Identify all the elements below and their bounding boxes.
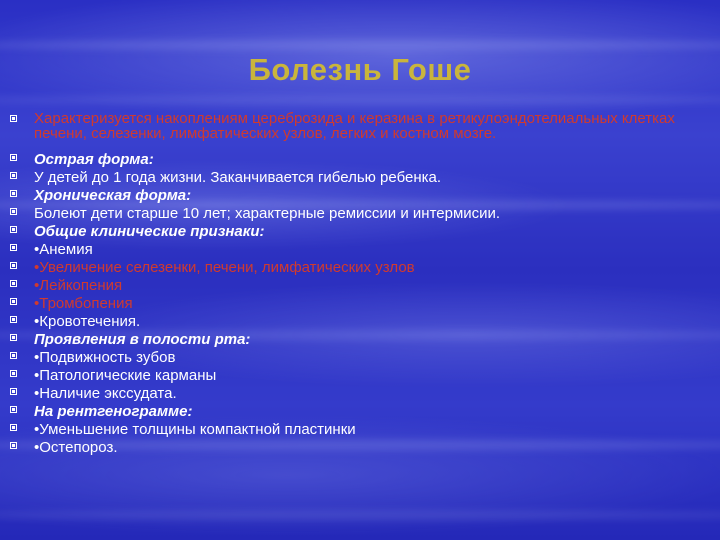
list-item-text: •Наличие экссудата. (34, 385, 177, 402)
list-item-text: На рентгенограмме: (34, 403, 193, 420)
list-item-text: Болеют дети старше 10 лет; характерные ремиссии и интермисии. (34, 205, 501, 222)
list-item-text: •Уменьшение толщины компактной пластинки (34, 421, 356, 438)
list-item (10, 169, 710, 187)
list-item-text: •Патологические карманы (34, 367, 217, 384)
list-item (10, 313, 710, 331)
square-bullet-icon (10, 190, 17, 197)
square-bullet-icon (10, 262, 17, 269)
list-item-text: •Кровотечения. (34, 313, 141, 330)
list-item-text: •Анемия (34, 241, 93, 258)
list-item-text: У детей до 1 года жизни. Заканчивается гибелью ребенка. (34, 169, 442, 186)
slide-title: Болезнь Гоше (248, 52, 472, 87)
list-item-text: •Тромбопения (34, 295, 133, 312)
list-item-text: •Увеличение селезенки, печени, лимфатических узлов (34, 259, 415, 276)
square-bullet-icon (10, 406, 17, 413)
list-item-text: Характеризуется накоплениям цереброзида и керазина в ретикулоэндотелиальных клетках печени, селезенки, лимфатических узлов, легких и костном мозге. (34, 110, 675, 142)
square-bullet-icon (10, 226, 17, 233)
list-item (10, 295, 710, 313)
list-item-text: •Лейкопения (34, 277, 123, 294)
list-item (10, 439, 710, 457)
list-item-text: •Подвижность зубов (34, 349, 176, 366)
square-bullet-icon (10, 172, 17, 179)
square-bullet-icon (10, 244, 17, 251)
square-bullet-icon (10, 424, 17, 431)
square-bullet-icon (10, 208, 17, 215)
square-bullet-icon (10, 115, 17, 122)
list-item (10, 112, 710, 151)
list-item (10, 349, 710, 367)
square-bullet-icon (10, 334, 17, 341)
square-bullet-icon (10, 352, 17, 359)
list-item (10, 187, 710, 205)
list-item (10, 421, 710, 439)
list-item (10, 241, 710, 259)
list-item-text: Хроническая форма: (34, 187, 192, 204)
list-item (10, 151, 710, 169)
list-item (10, 223, 710, 241)
list-item (10, 331, 710, 349)
square-bullet-icon (10, 316, 17, 323)
list-item (10, 259, 710, 277)
bullet-list (10, 112, 710, 457)
square-bullet-icon (10, 154, 17, 161)
square-bullet-icon (10, 370, 17, 377)
list-item (10, 403, 710, 421)
list-item-text: Общие клинические признаки: (34, 223, 265, 240)
square-bullet-icon (10, 280, 17, 287)
square-bullet-icon (10, 298, 17, 305)
list-item (10, 277, 710, 295)
square-bullet-icon (10, 442, 17, 449)
square-bullet-icon (10, 388, 17, 395)
list-item-text: Проявления в полости рта: (34, 331, 251, 348)
list-item-text: •Остепороз. (34, 439, 118, 456)
list-item-text: Острая форма: (34, 151, 154, 168)
list-item (10, 385, 710, 403)
list-item (10, 367, 710, 385)
list-item (10, 205, 710, 223)
